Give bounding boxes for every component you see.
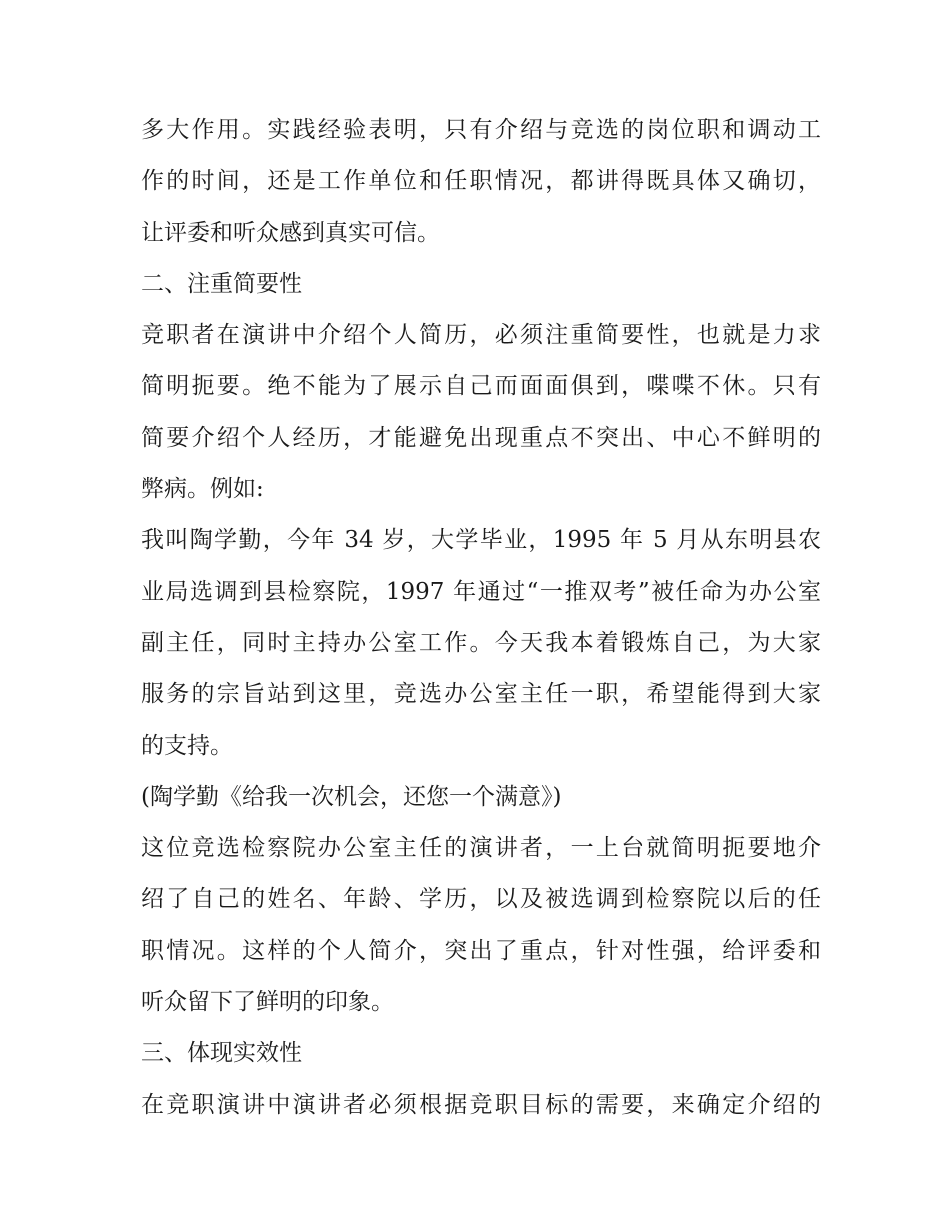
text-line: 作的时间，还是工作单位和任职情况，都讲得既具体又确切， xyxy=(141,168,821,195)
section-heading: 二、注重简要性 xyxy=(141,270,302,297)
text-line: 弊病。例如: xyxy=(141,476,264,503)
citation-line: (陶学勤《给我一次机会，还您一个满意》) xyxy=(141,783,562,810)
text-line: 多大作用。实践经验表明，只有介绍与竞选的岗位职和调动工 xyxy=(141,117,821,143)
section-heading: 三、体现实效性 xyxy=(141,1040,302,1067)
text-line: 职情况。这样的个人简介，突出了重点，针对性强，给评委和 xyxy=(141,937,821,964)
text-line: 的支持。 xyxy=(141,732,233,759)
text-line: 服务的宗旨站到这里，竞选办公室主任一职，希望能得到大家 xyxy=(141,681,821,708)
text-line: 在竞职演讲中演讲者必须根据竞职目标的需要，来确定介绍的 xyxy=(141,1091,821,1118)
text-line: 听众留下了鲜明的印象。 xyxy=(141,989,394,1016)
text-line: 竞职者在演讲中介绍个人简历，必须注重简要性，也就是力求 xyxy=(141,322,821,349)
text-line: 业局选调到县检察院，1997 年通过“一推双考”被任命为办公室 xyxy=(141,578,821,605)
text-line: 简要介绍个人经历，才能避免出现重点不突出、中心不鲜明的 xyxy=(141,424,821,451)
document-body xyxy=(141,110,821,1136)
text-line: 绍了自己的姓名、年龄、学历，以及被选调到检察院以后的任 xyxy=(141,886,821,913)
text-line: 我叫陶学勤，今年 34 岁，大学毕业，1995 年 5 月从东明县农 xyxy=(141,527,821,554)
text-line: 让评委和听众感到真实可信。 xyxy=(141,219,440,246)
text-line: 简明扼要。绝不能为了展示自己而面面俱到，喋喋不休。只有 xyxy=(141,373,821,400)
text-line: 副主任，同时主持办公室工作。今天我本着锻炼自己，为大家 xyxy=(141,629,821,656)
text-line: 这位竞选检察院办公室主任的演讲者，一上台就简明扼要地介 xyxy=(141,835,821,862)
